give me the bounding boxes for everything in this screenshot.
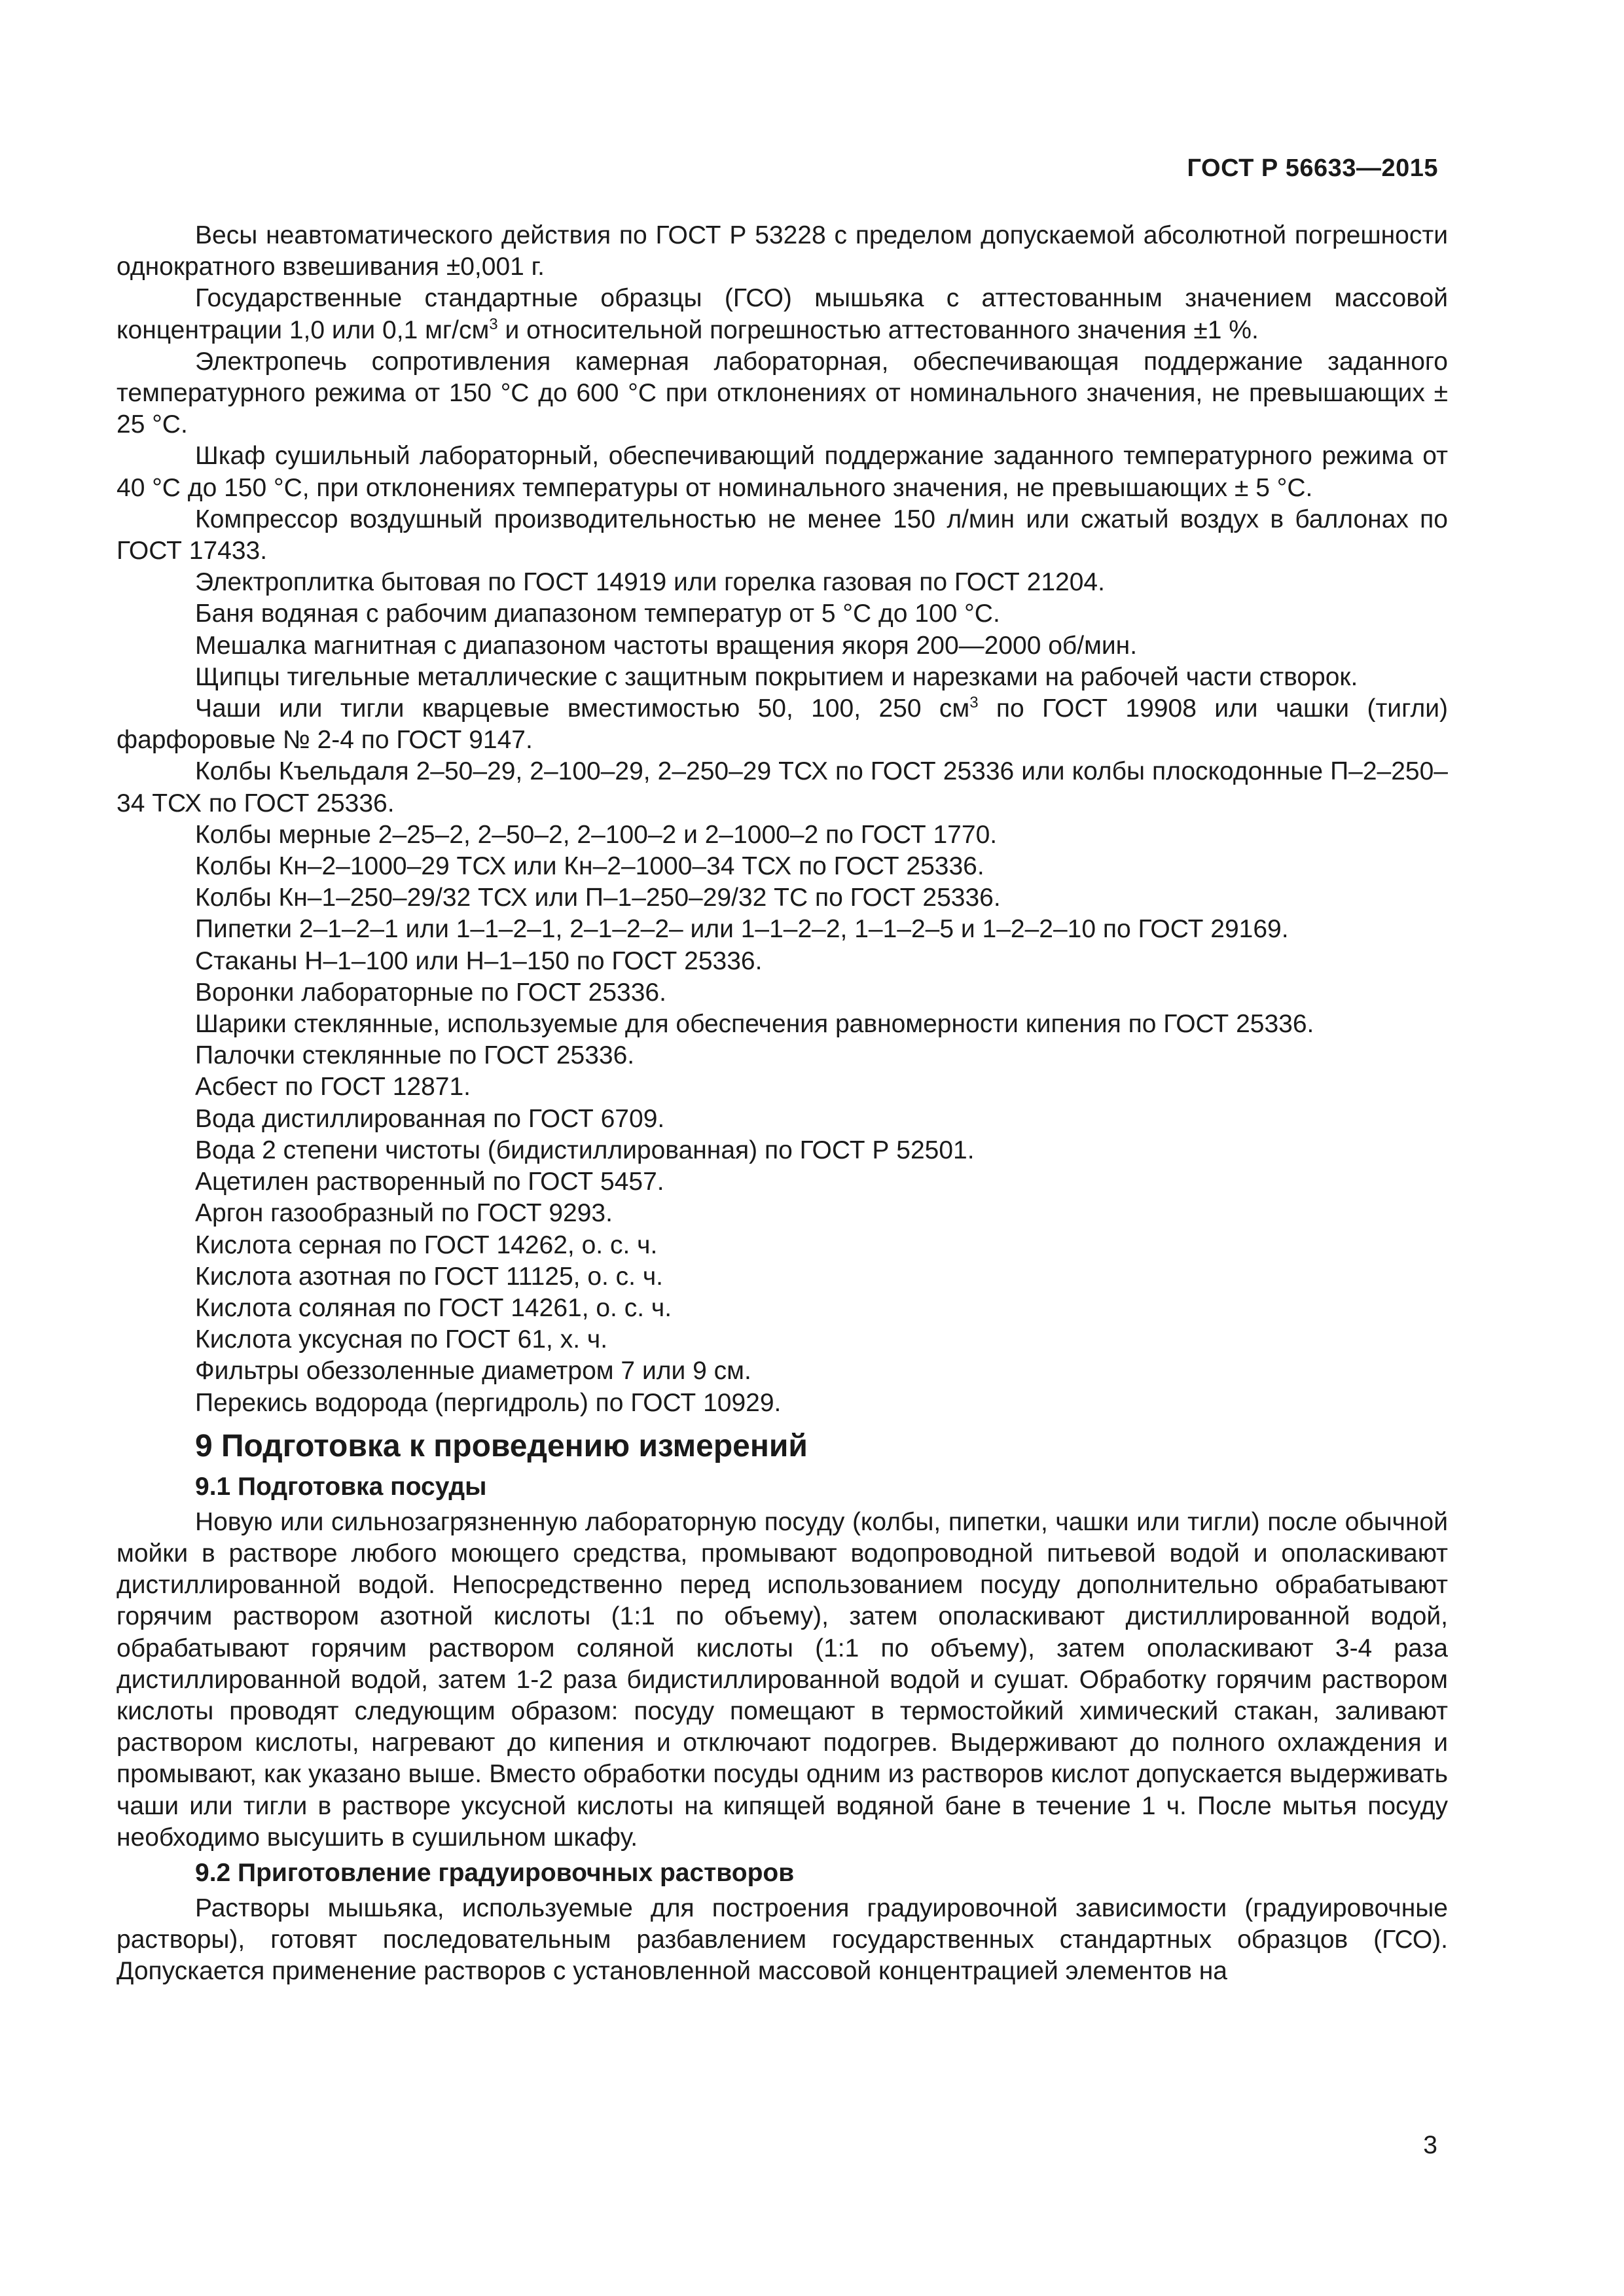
subsection-9-2-text: Растворы мышьяка, используемые для построения градуировочной зависимости (градуировочные растворы), готовят последовательным разбавлением государственных стандартных образцов (ГСО). Допускается применение растворов с установленной массовой концентрацией элементов на <box>117 1893 1448 1986</box>
list-item: Шкаф сушильный лабораторный, обеспечивающий поддержание заданного температурного режима от 40 °С до 150 °С, при отклонениях температуры от номинального значения, не превышающих ± 5 °С. <box>117 442 1448 502</box>
list-item: Воронки лабораторные по ГОСТ 25336. <box>195 978 666 1007</box>
list-item: Ацетилен растворенный по ГОСТ 5457. <box>195 1168 664 1196</box>
section-9-title: 9 Подготовка к проведению измерений <box>195 1428 808 1463</box>
list-item: Весы неавтоматического действия по ГОСТ Р 53228 с пределом допускаемой абсолютной погрешности однократного взвешивания ±0,001 г. <box>117 221 1448 281</box>
equipment-list <box>117 220 1448 1419</box>
list-item: Колбы Кн–1–250–29/32 ТСХ или П–1–250–29/32 ТС по ГОСТ 25336. <box>195 884 1001 912</box>
list-item: Шарики стеклянные, используемые для обеспечения равномерности кипения по ГОСТ 25336. <box>195 1010 1314 1039</box>
list-item: Фильтры обеззоленные диаметром 7 или 9 см. <box>195 1357 751 1386</box>
list-item: Кислота азотная по ГОСТ 11125, о. с. ч. <box>195 1262 664 1291</box>
list-item: Кислота уксусная по ГОСТ 61, х. ч. <box>195 1325 608 1354</box>
list-item: Асбест по ГОСТ 12871. <box>195 1073 471 1102</box>
list-item: Электропечь сопротивления камерная лабораторная, обеспечивающая поддержание заданного температурного режима от 150 °С до 600 °С при отклонениях от номинального значения, не превышающих ± 25 °С. <box>117 347 1448 439</box>
list-item: Колбы мерные 2–25–2, 2–50–2, 2–100–2 и 2–1000–2 по ГОСТ 1770. <box>195 820 998 849</box>
page-number: 3 <box>1423 2131 1437 2159</box>
list-item: Пипетки 2–1–2–1 или 1–1–2–1, 2–1–2–2– или 1–1–2–2, 1–1–2–5 и 1–2–2–10 по ГОСТ 29169. <box>195 915 1289 944</box>
subsection-9-2-title: 9.2 Приготовление градуировочных растворов <box>195 1858 795 1887</box>
list-item: Баня водяная с рабочим диапазоном температур от 5 °С до 100 °С. <box>195 600 1000 628</box>
list-item: Вода дистиллированная по ГОСТ 6709. <box>195 1104 665 1133</box>
subsection-9-1-text: Новую или сильнозагрязненную лабораторную посуду (колбы, пипетки, чашки или тигли) после обычной мойки в растворе любого моющего средства, промывают водопроводной питьевой водой и ополаскивают дистиллированной водой. Непосредственно перед использованием посуду дополнительно обрабатывают горячим раствором азотной кислоты (1:1 по объему), затем ополаскивают дистиллированной водой, обрабатывают горячим раствором соляной кислоты (1:1 по объему), затем ополаскивают 3-4 раза дистиллированной водой, затем 1-2 раза бидистиллированной водой и сушат. Обработку горячим раствором кислоты проводят следующим образом: посуду помещают в термостойкий химический стакан, заливают раствором кислоты, нагревают до кипения и отключают подогрев. Выдерживают до полного охлаждения и промывают, как указано выше. Вместо обработки посуды одним из растворов кислот допускается выдерживать чаши или тигли в растворе уксусной кислоты на кипящей водяной бане в течение 1 ч. После мытья посуду необходимо высушить в сушильном шкафу. <box>117 1507 1448 1852</box>
document-body <box>117 220 1448 1988</box>
document-number-header: ГОСТ Р 56633—2015 <box>1187 154 1438 182</box>
list-item: Кислота серная по ГОСТ 14262, о. с. ч. <box>195 1230 658 1259</box>
list-item: Электроплитка бытовая по ГОСТ 14919 или горелка газовая по ГОСТ 21204. <box>195 568 1105 597</box>
list-item: Палочки стеклянные по ГОСТ 25336. <box>195 1041 635 1070</box>
list-item: Аргон газообразный по ГОСТ 9293. <box>195 1199 613 1228</box>
list-item: Колбы Кн–2–1000–29 ТСХ или Кн–2–1000–34 ТСХ по ГОСТ 25336. <box>195 852 984 881</box>
list-item: Мешалка магнитная с диапазоном частоты вращения якоря 200—2000 об/мин. <box>195 631 1138 660</box>
list-item: Государственные стандартные образцы (ГСО) мышьяка с аттестованным значением массовой концентрации 1,0 или 0,1 $мг/см^3$ и относительной погрешностью аттестованного значения ±1 %. <box>117 284 1448 344</box>
list-item: Перекись водорода (пергидроль) по ГОСТ 10929. <box>195 1388 782 1417</box>
subsection-9-1-title: 9.1 Подготовка посуды <box>195 1472 487 1501</box>
list-item: Кислота соляная по ГОСТ 14261, о. с. ч. <box>195 1293 672 1322</box>
list-item: Стаканы Н–1–100 или Н–1–150 по ГОСТ 25336. <box>195 946 763 975</box>
list-item: Вода 2 степени чистоты (бидистиллированная) по ГОСТ Р 52501. <box>195 1136 975 1164</box>
list-item: Чаши или тигли кварцевые вместимостью 50, 100, 250 $см^3$ по ГОСТ 19908 или чашки (тигли) фарфоровые № 2-4 по ГОСТ 9147. <box>117 694 1448 755</box>
list-item: Колбы Къельдаля 2–50–29, 2–100–29, 2–250–29 ТСХ по ГОСТ 25336 или колбы плоскодонные П–2–250–34 ТСХ по ГОСТ 25336. <box>117 757 1448 817</box>
list-item: Компрессор воздушный производительностью не менее 150 л/мин или сжатый воздух в баллонах по ГОСТ 17433. <box>117 505 1448 565</box>
list-item: Щипцы тигельные металлические с защитным покрытием и нарезками на рабочей части створок. <box>195 662 1358 691</box>
